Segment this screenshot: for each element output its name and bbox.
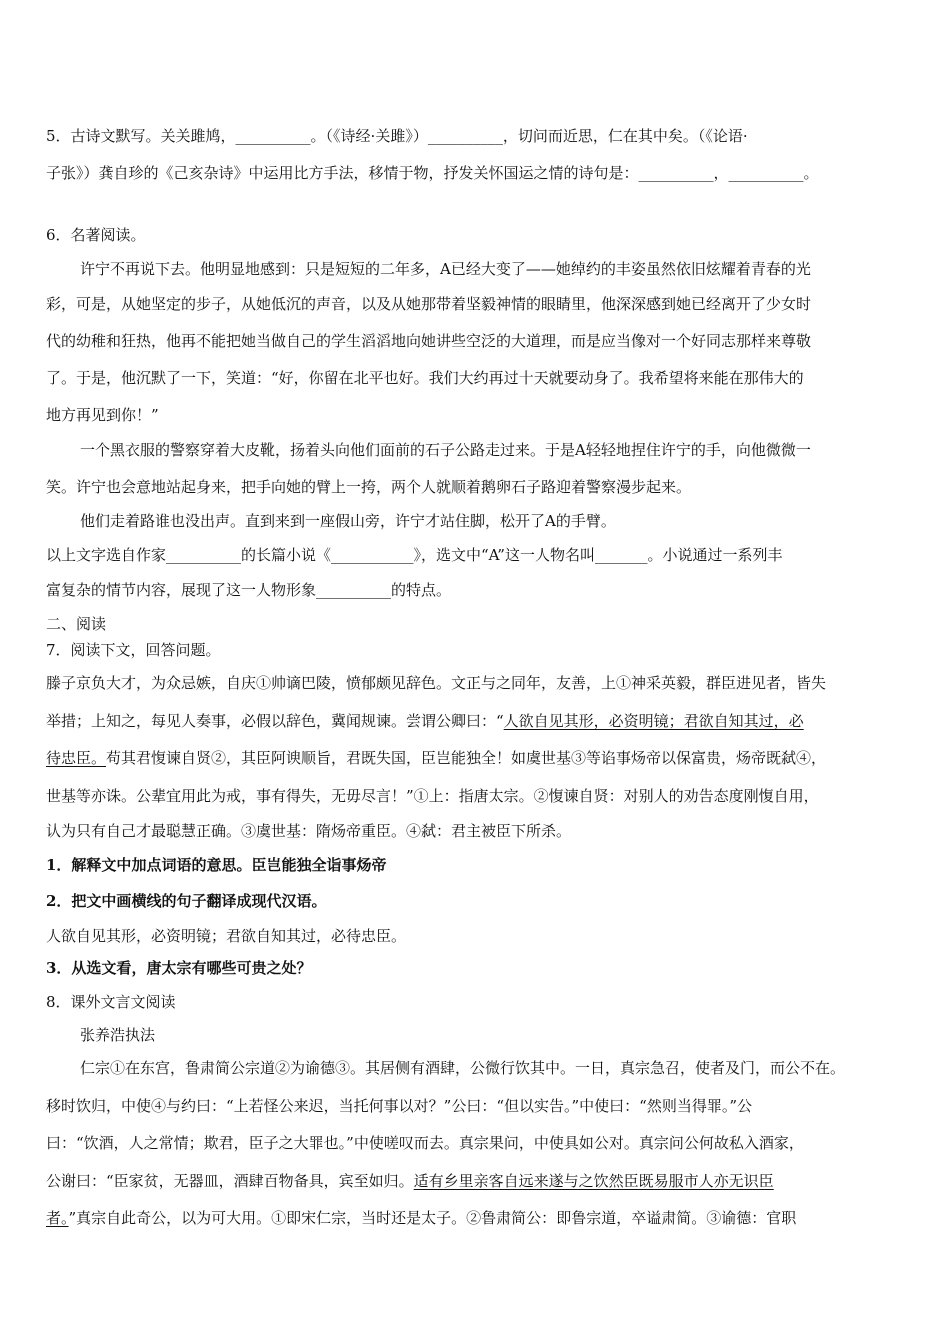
q7-heading: 7．阅读下文，回答问题。 xyxy=(46,641,221,659)
q6-heading: 6．名著阅读。 xyxy=(46,226,146,244)
q8-heading: 8．课外文言文阅读 xyxy=(46,993,176,1011)
q8-text-line: 仁宗①在东宫，鲁肃简公宗道②为谕德③。其居侧有酒肆，公微行饮其中。一日，真宗急召，使者及门，而公不在。 xyxy=(80,1059,846,1077)
q5-line-1: 5．古诗文默写。关关雎鸠，__________。（《诗经·关雎》）__________，切问而近思，仁在其中矣。（《论语· xyxy=(46,127,748,145)
q5-line-2: 子张》）龚自珍的《己亥杂诗》中运用比方手法，移情于物，抒发关怀国运之情的诗句是：__________，__________。 xyxy=(46,164,819,182)
q7-text: 苟其君愎谏自贤②，其臣阿谀顺旨，君既失国，臣岂能独全！如虞世基③等谄事炀帝以保富贵，炀帝既弑④， xyxy=(106,749,827,767)
q7-sub-question-2-text: 人欲自见其形，必资明镜；君欲自知其过，必待忠臣。 xyxy=(46,927,407,945)
q8-text-line xyxy=(46,1171,774,1191)
q7-sub-question-1: 1．解释文中加点词语的意思。臣岂能独全诣事炀帝 xyxy=(46,856,387,874)
q7-text-line: 滕子京负大才，为众忌嫉，自庆①帅谪巴陵，愤郁颇见辞色。文正与之同年，友善，上①神采英毅，群臣进见者，皆失 xyxy=(46,674,827,692)
q6-p1-line: 许宁不再说下去。他明显地感到：只是短短的二年多，A已经大变了——她绰约的丰姿虽然依旧炫耀着青春的光 xyxy=(80,260,811,278)
q7-sub-question-2: 2．把文中画横线的句子翻译成现代汉语。 xyxy=(46,892,327,910)
q6-question-line: 富复杂的情节内容，展现了这一人物形象__________的特点。 xyxy=(46,581,452,599)
q8-text-line: 曰：“饮酒，人之常情；欺君，臣子之大罪也。”中使嗟叹而去。真宗果问，中使具如公对。真宗问公何故私入酒家， xyxy=(46,1134,804,1152)
q6-p2-line: 一个黑衣服的警察穿着大皮靴，扬着头向他们面前的石子公路走过来。于是A轻轻地捏住许宁的手，向他微微一 xyxy=(80,441,811,459)
q7-underlined-sentence: 人欲自见其形，必资明镜；君欲自知其过，必 xyxy=(503,712,804,730)
q7-text-line xyxy=(46,748,826,768)
q8-underlined-sentence: 适有乡里亲客自远来遂与之饮然臣既易服市人亦无识臣 xyxy=(413,1172,774,1190)
q8-passage-title: 张养浩执法 xyxy=(80,1026,156,1044)
q8-text-line xyxy=(46,1208,796,1228)
q7-underlined-sentence: 待忠臣。 xyxy=(46,749,107,767)
q8-text: 公谢曰：“臣家贫，无器皿，酒肆百物备具，宾至如归。 xyxy=(46,1172,414,1190)
q7-notes-line: 认为只有自己才最聪慧正确。③虞世基：隋炀帝重臣。④弑：君主被臣下所杀。 xyxy=(46,822,572,840)
q6-p1-line: 代的幼稚和狂热，他再不能把她当做自己的学生滔滔地向她讲些空泛的大道理，而是应当像对一个好同志那样来尊敬 xyxy=(46,332,812,350)
q6-p1-line: 了。于是，他沉默了一下，笑道：“好，你留在北平也好。我们大约再过十天就要动身了。我希望将来能在那伟大的 xyxy=(46,369,804,387)
q6-p1-line: 彩，可是，从她坚定的步子，从她低沉的声音，以及从她那带着坚毅神情的眼睛里，他深深感到她已经离开了少女时 xyxy=(46,295,812,313)
q7-text-line: 世基等亦诛。公辈宜用此为戒，事有得失，无毋尽言！”①上：指唐太宗。②愎谏自贤：对别人的劝告态度刚愎自用， xyxy=(46,787,819,805)
q7-text-line xyxy=(46,711,804,731)
q6-p2-line: 笑。许宁也会意地站起身来，把手向她的臂上一挎，两个人就顺着鹅卵石子路迎着警察漫步起来。 xyxy=(46,478,692,496)
q7-sub-question-3: 3．从选文看，唐太宗有哪些可贵之处？ xyxy=(46,959,312,977)
q8-text: ”真宗自此奇公，以为可大用。①即宋仁宗，当时还是太子。②鲁肃简公：即鲁宗道，卒谥肃简。③谕德：官职 xyxy=(68,1209,797,1227)
section-2-title: 二、阅读 xyxy=(46,615,107,633)
q6-p3: 他们走着路谁也没出声。直到来到一座假山旁，许宁才站住脚，松开了A的手臂。 xyxy=(80,512,616,530)
q8-underlined-sentence: 者。 xyxy=(46,1209,69,1227)
q6-question-line: 以上文字选自作家__________的长篇小说《___________》，选文中“A”这一人物名叫_______。小说通过一系列丰 xyxy=(46,546,783,564)
q6-p1-line: 地方再见到你！” xyxy=(46,406,159,424)
q8-text-line: 移时饮归，中使④与约曰：“上若怪公来迟，当托何事以对？”公曰：“但以实告。”中使曰：“然则当得罪。”公 xyxy=(46,1097,753,1115)
q7-text: 举措；上知之，每见人奏事，必假以辞色，冀闻规谏。尝谓公卿曰：“ xyxy=(46,712,504,730)
